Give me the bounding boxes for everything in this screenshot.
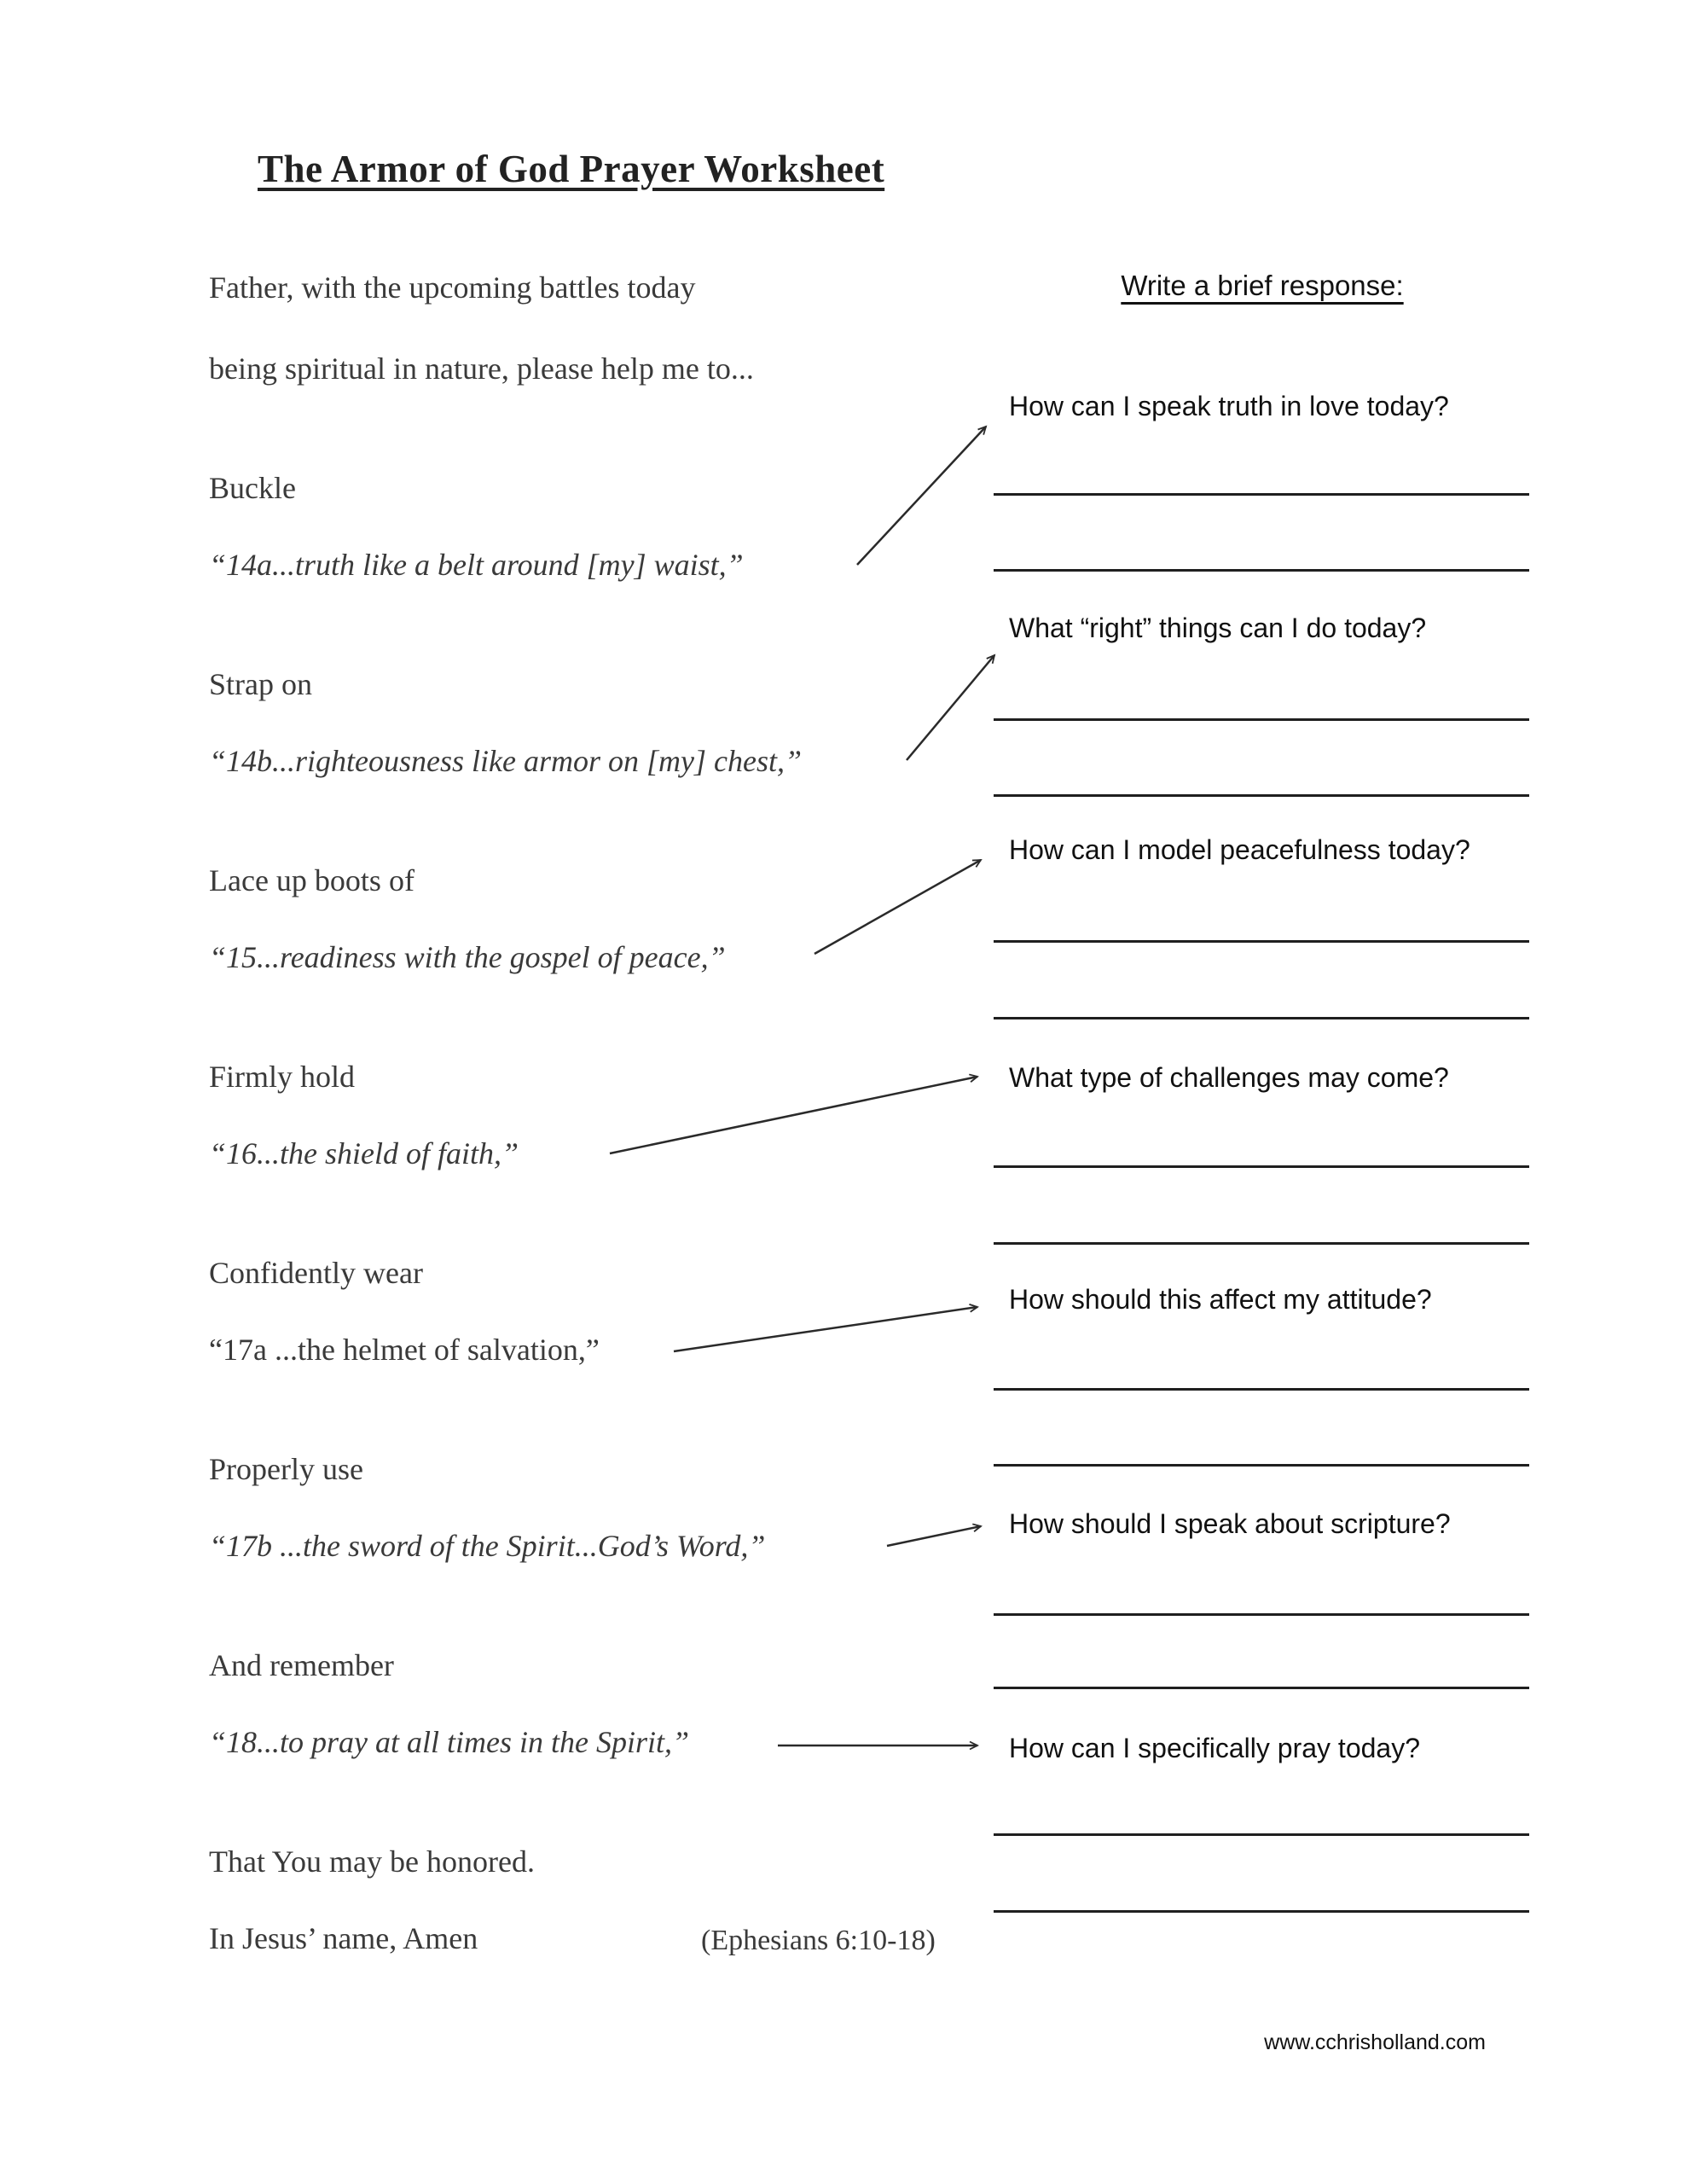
arrow-righteousness bbox=[907, 655, 994, 760]
question-pray: How can I specifically pray today? bbox=[1009, 1733, 1420, 1763]
question-scripture: How should I speak about scripture? bbox=[1009, 1508, 1451, 1539]
action-buckle: Buckle bbox=[209, 471, 296, 505]
quote-15: “15...readiness with the gospel of peace,” bbox=[209, 940, 726, 974]
response-line bbox=[994, 1165, 1529, 1168]
response-line bbox=[994, 794, 1529, 797]
action-properly-use: Properly use bbox=[209, 1452, 363, 1486]
response-line bbox=[994, 569, 1529, 572]
arrow-truth bbox=[857, 427, 986, 565]
arrow-faith bbox=[610, 1077, 977, 1153]
response-line bbox=[994, 1388, 1529, 1391]
quote-14a: “14a...truth like a belt around [my] waist,” bbox=[209, 548, 744, 582]
action-lace-up: Lace up boots of bbox=[209, 863, 415, 897]
closing-line-2: In Jesus’ name, Amen bbox=[209, 1921, 478, 1955]
page-title: The Armor of God Prayer Worksheet bbox=[258, 148, 885, 190]
response-column-header: Write a brief response: bbox=[1121, 270, 1404, 301]
response-line bbox=[994, 1017, 1529, 1019]
response-line bbox=[994, 1464, 1529, 1467]
response-line bbox=[994, 1833, 1529, 1836]
quote-14b: “14b...righteousness like armor on [my] chest,” bbox=[209, 744, 802, 778]
response-line bbox=[994, 1242, 1529, 1245]
question-peacefulness: How can I model peacefulness today? bbox=[1009, 834, 1470, 865]
action-and-remember: And remember bbox=[209, 1648, 394, 1682]
question-attitude: How should this affect my attitude? bbox=[1009, 1284, 1432, 1315]
action-firmly-hold: Firmly hold bbox=[209, 1060, 356, 1094]
intro-line-1: Father, with the upcoming battles today bbox=[209, 270, 696, 305]
response-line bbox=[994, 1613, 1529, 1616]
question-challenges: What type of challenges may come? bbox=[1009, 1062, 1449, 1093]
arrow-peace bbox=[815, 860, 981, 954]
website-url: www.cchrisholland.com bbox=[1264, 2030, 1486, 2054]
arrow-salvation bbox=[674, 1307, 977, 1351]
action-confidently-wear: Confidently wear bbox=[209, 1256, 423, 1290]
quote-18: “18...to pray at all times in the Spirit,” bbox=[209, 1725, 690, 1759]
response-line bbox=[994, 718, 1529, 721]
question-right-things: What “right” things can I do today? bbox=[1009, 613, 1427, 643]
scripture-reference: (Ephesians 6:10-18) bbox=[701, 1925, 936, 1956]
action-strap-on: Strap on bbox=[209, 667, 312, 701]
quote-17a: “17a ...the helmet of salvation,” bbox=[209, 1333, 600, 1367]
quote-16: “16...the shield of faith,” bbox=[209, 1136, 519, 1170]
quote-17b: “17b ...the sword of the Spirit...God’s Word,” bbox=[209, 1529, 766, 1563]
response-line bbox=[994, 1687, 1529, 1689]
response-line bbox=[994, 1910, 1529, 1913]
intro-line-2: being spiritual in nature, please help me to... bbox=[209, 351, 754, 386]
response-line bbox=[994, 940, 1529, 943]
arrow-sword bbox=[887, 1526, 981, 1546]
closing-line-1: That You may be honored. bbox=[209, 1844, 535, 1879]
response-line bbox=[994, 493, 1529, 496]
question-speak-truth: How can I speak truth in love today? bbox=[1009, 391, 1449, 421]
